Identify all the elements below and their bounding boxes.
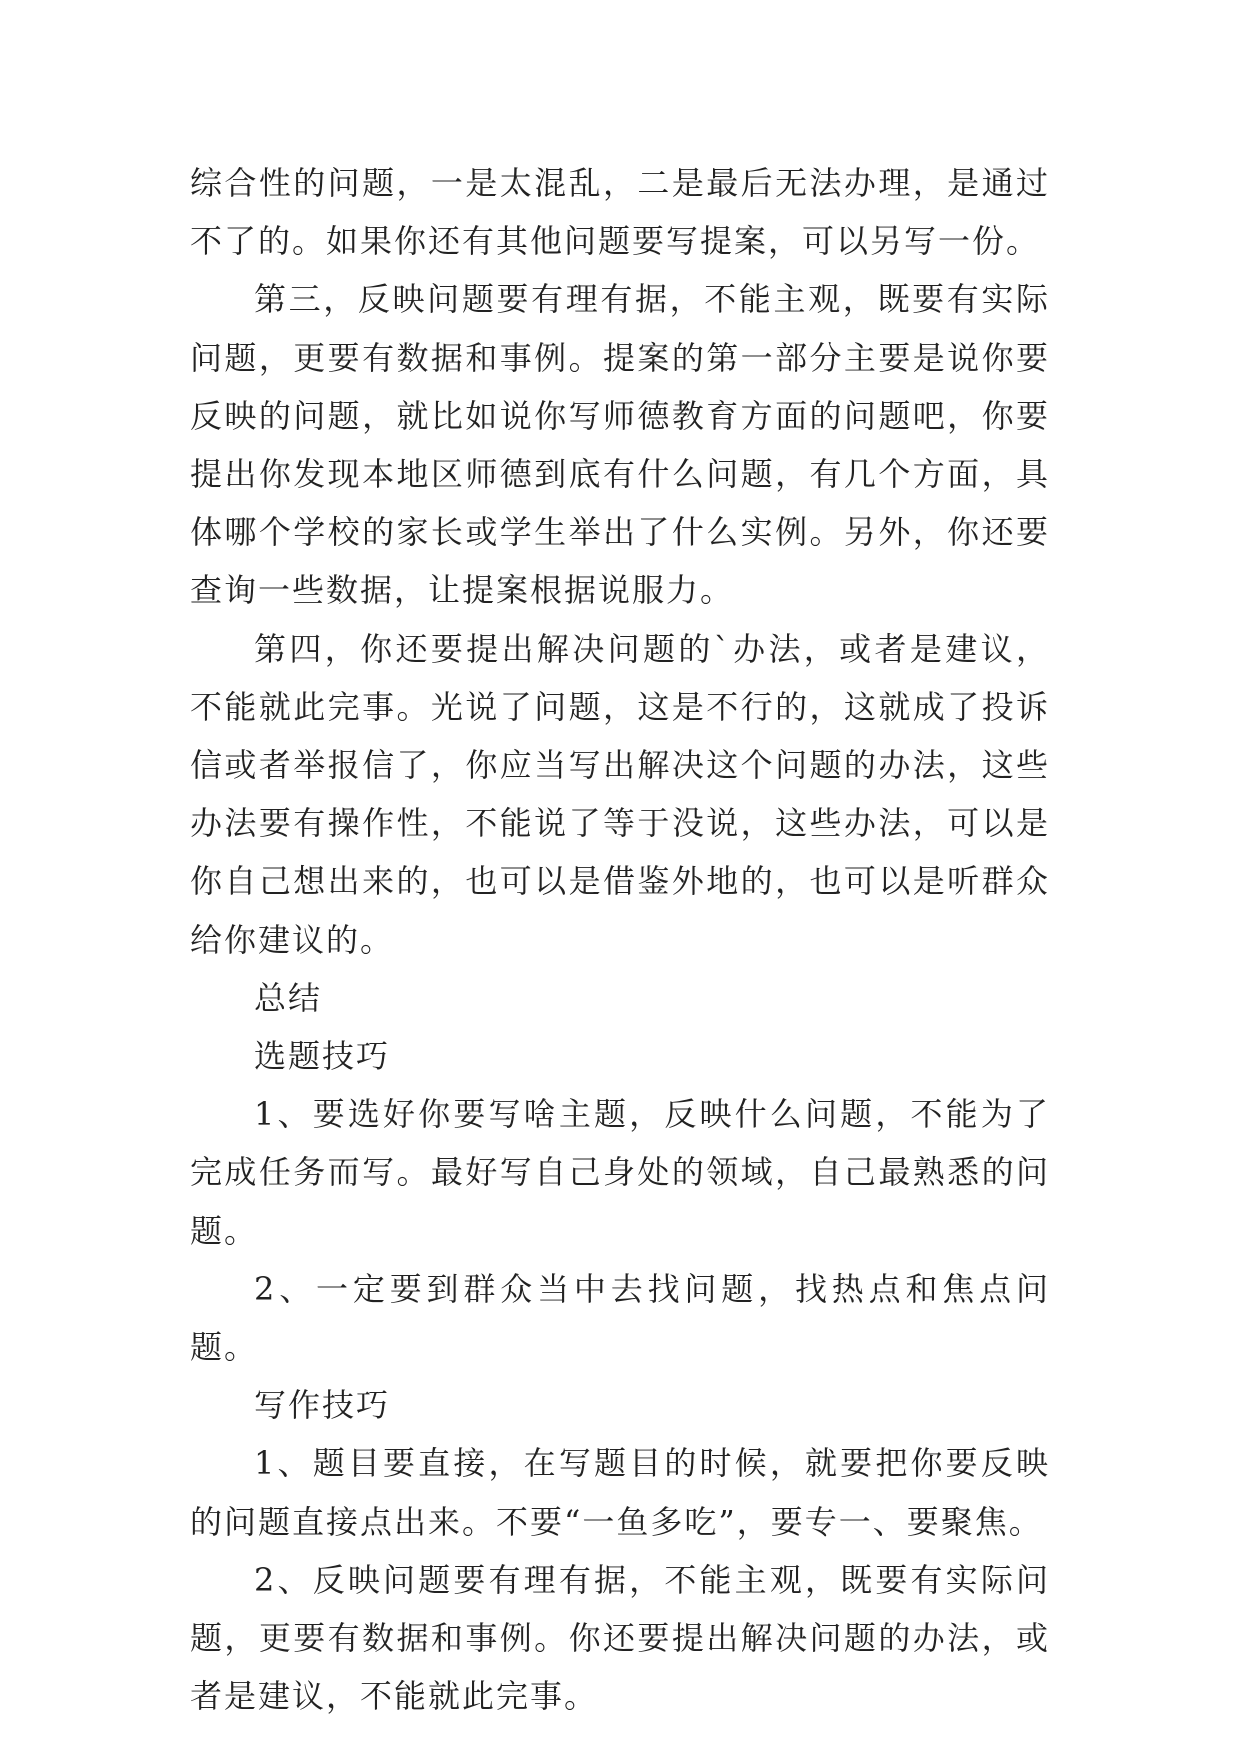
paragraph-topic-tip-1: 1、要选好你要写啥主题，反映什么问题，不能为了完成任务而写。最好写自己身处的领域，自己最熟悉的问题。: [190, 1095, 1050, 1250]
heading-summary: 总结: [254, 978, 323, 1017]
heading-topic-tips: 选题技巧: [254, 1037, 391, 1076]
paragraph-writing-tip-2: 2、反映问题要有理有据，不能主观，既要有实际问题，更要有数据和事例。你还要提出解决问题的办法，或者是建议，不能就此完事。: [190, 1560, 1050, 1716]
paragraph-topic-tip-2: 2、一定要到群众当中去找问题，找热点和焦点问题。: [190, 1269, 1050, 1367]
paragraph-writing-tip-1: 1、题目要直接，在写题目的时候，就要把你要反映的问题直接点出来。不要“一鱼多吃”，要专一、要聚焦。: [190, 1444, 1050, 1541]
paragraph-continued: 综合性的问题，一是太混乱，二是最后无法办理，是通过不了的。如果你还有其他问题要写提案，可以另写一份。: [190, 164, 1050, 261]
heading-writing-tips: 写作技巧: [254, 1386, 391, 1425]
document-body: [190, 154, 1050, 1725]
paragraph-point-four: 第四，你还要提出解决问题的`办法，或者是建议，不能就此完事。光说了问题，这是不行的，这就成了投诉信或者举报信了，你应当写出解决这个问题的办法，这些办法要有操作性，不能说了等于没说，这些办法，可以是你自己想出来的，也可以是借鉴外地的，也可以是听群众给你建议的。: [190, 629, 1050, 959]
paragraph-point-three: 第三，反映问题要有理有据，不能主观，既要有实际问题，更要有数据和事例。提案的第一部分主要是说你要反映的问题，就比如说你写师德教育方面的问题吧，你要提出你发现本地区师德到底有什么问题，有几个方面，具体哪个学校的家长或学生举出了什么实例。另外，你还要查询一些数据，让提案根据说服力。: [190, 280, 1050, 610]
